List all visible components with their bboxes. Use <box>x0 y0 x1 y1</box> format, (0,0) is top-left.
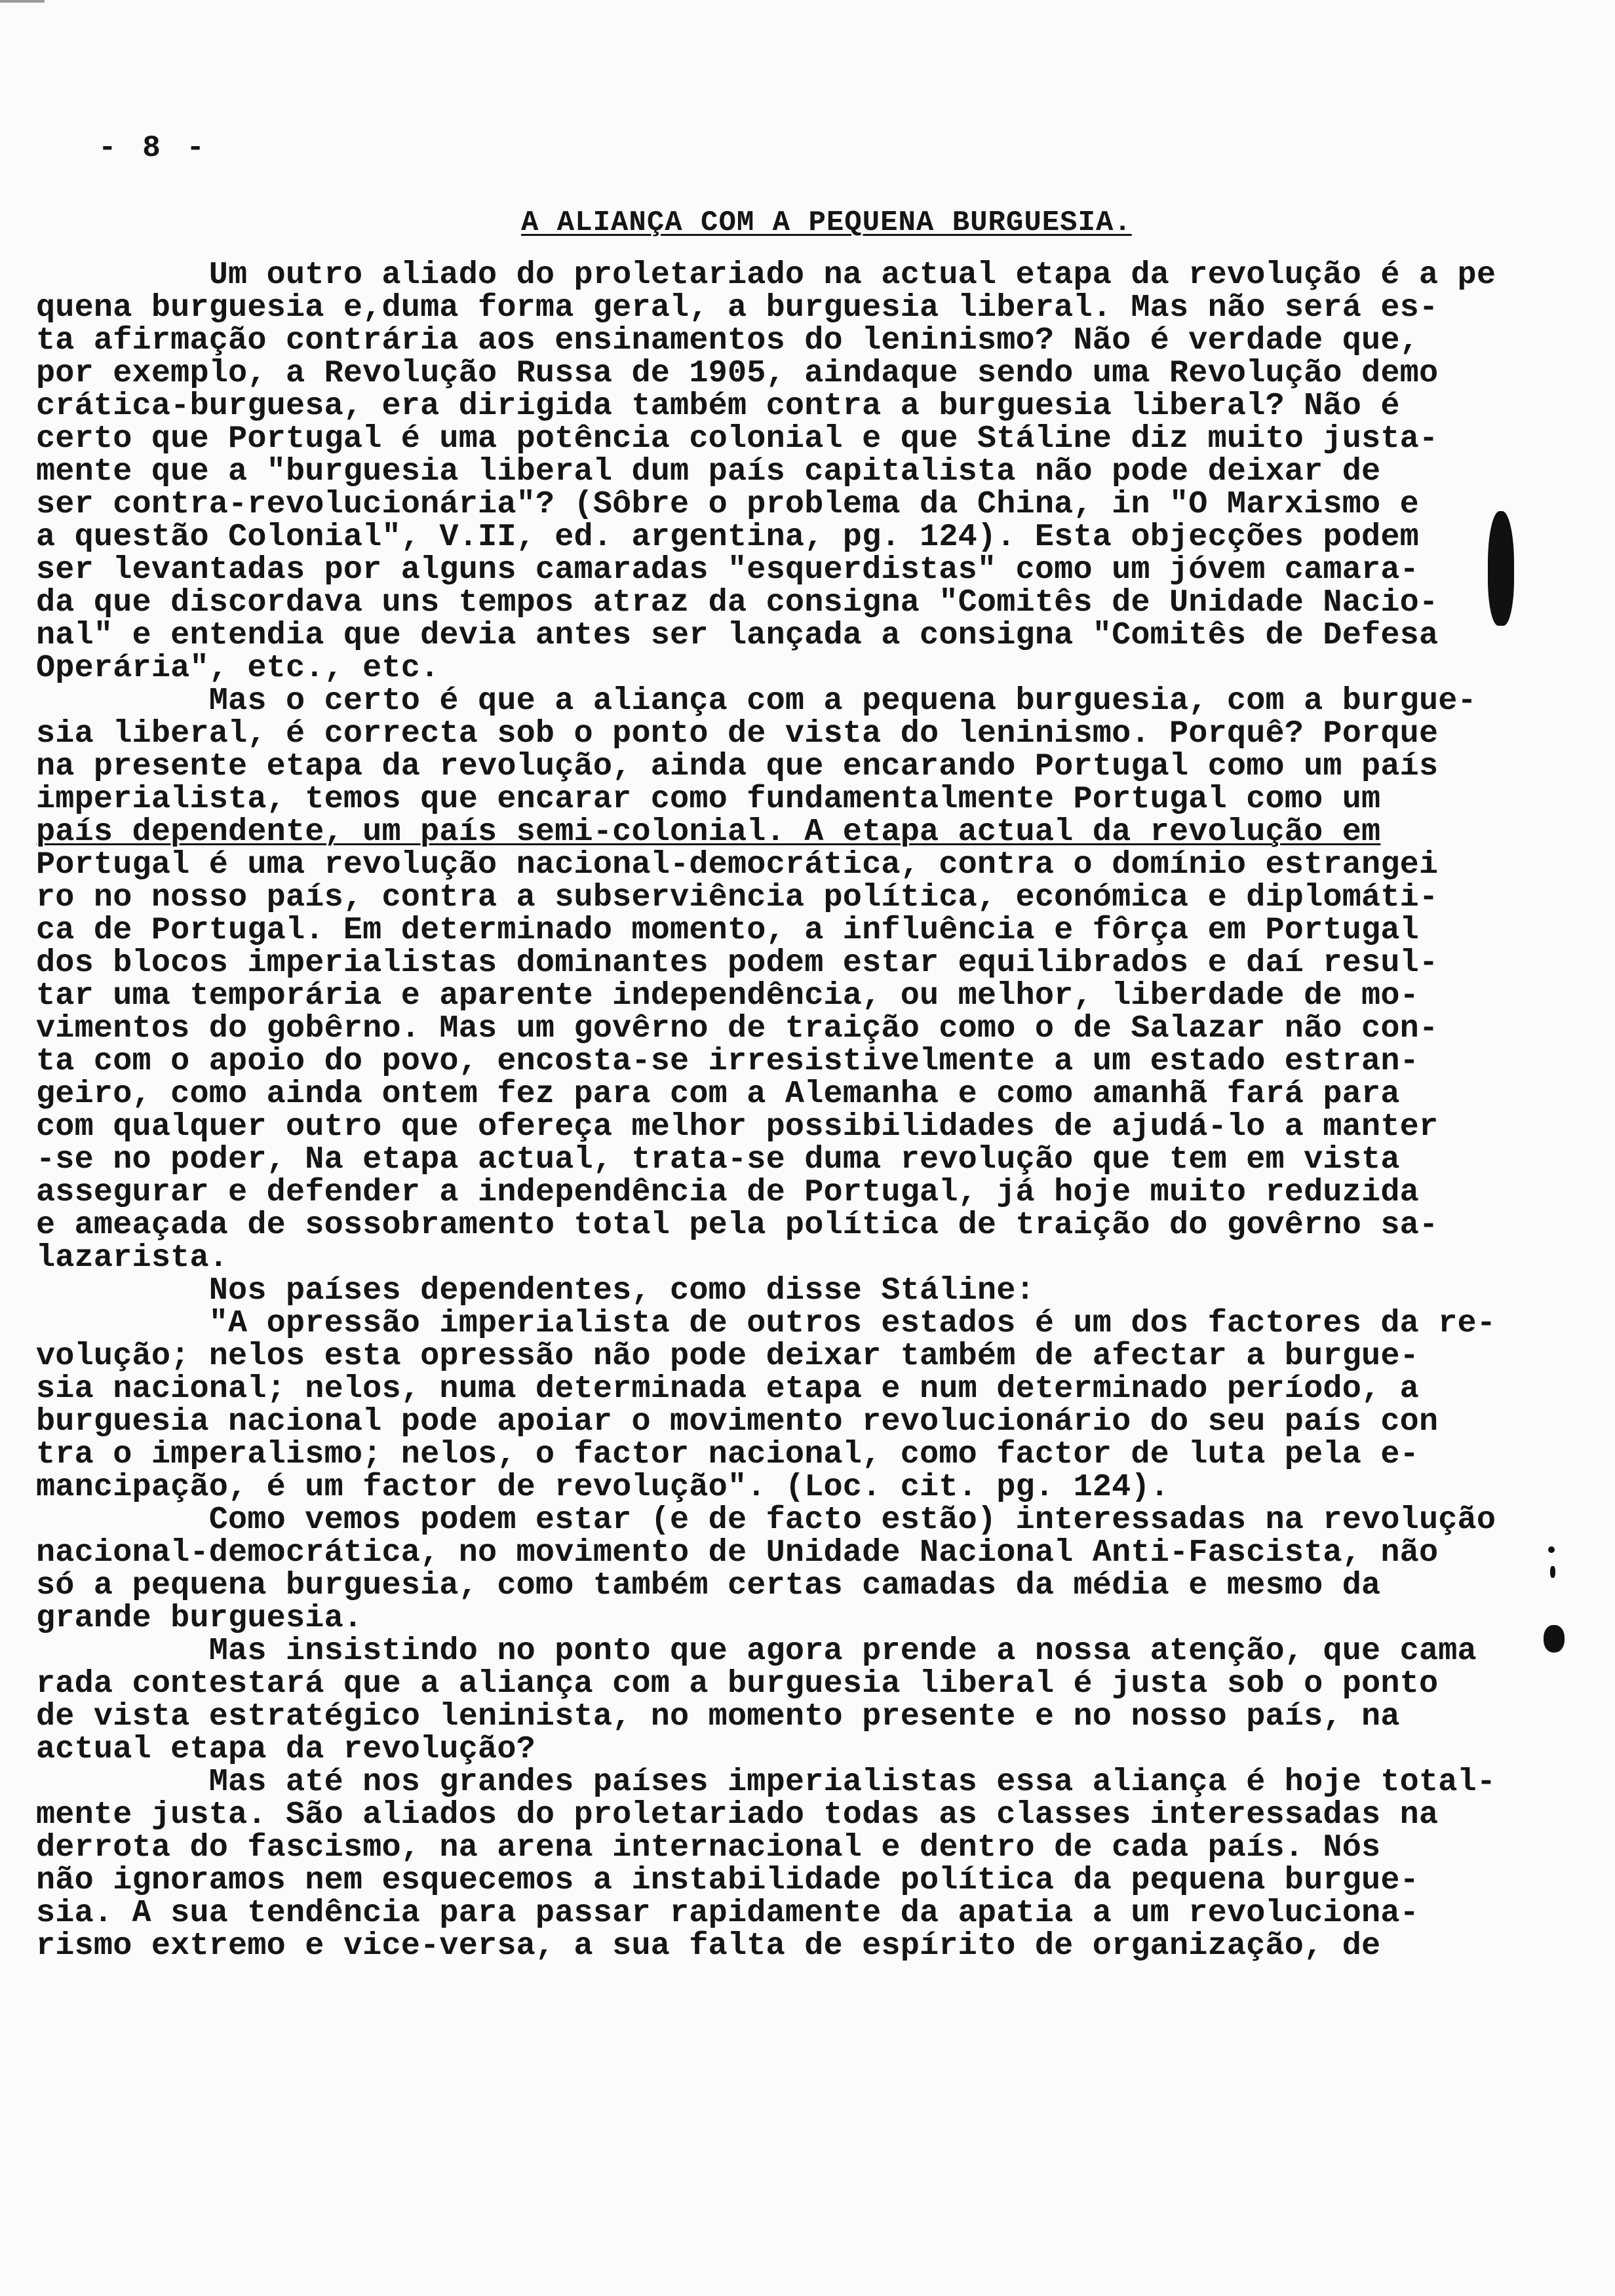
text-line: por exemplo, a Revolução Russa de 1905, aindaque sendo uma Revolução demo <box>36 355 1439 391</box>
text-line: rada contestará que a aliança com a burguesia liberal é justa sob o ponto <box>36 1666 1439 1702</box>
text-line: certo que Portugal é uma potência colonial e que Stáline diz muito justa- <box>36 421 1439 457</box>
ink-dot-mark <box>1548 1546 1555 1553</box>
text-line: tra o imperalismo; nelos, o factor nacional, como factor de luta pela e- <box>36 1436 1419 1472</box>
text-line: crática-burguesa, era dirigida também contra a burguesia liberal? Não é <box>36 388 1400 424</box>
text-line: só a pequena burguesia, como também certas camadas da média e mesmo da <box>36 1567 1381 1603</box>
text-line: com qualquer outro que ofereça melhor possibilidades de ajudá-lo a manter <box>36 1109 1439 1145</box>
scan-edge-mark <box>0 0 45 3</box>
text-line: ser contra-revolucionária"? (Sôbre o problema da China, in "O Marxismo e <box>36 486 1419 522</box>
text-line: da que discordava uns tempos atraz da consigna "Comitês de Unidade Nacio- <box>36 584 1439 621</box>
body-text <box>36 259 1504 1962</box>
text-line: nacional-democrática, no movimento de Unidade Nacional Anti-Fascista, não <box>36 1535 1439 1571</box>
text-line: vimentos do gobêrno. Mas um govêrno de traição como o de Salazar não con- <box>36 1010 1439 1046</box>
text-line: e ameaçada de sossobramento total pela política de traição do govêrno sa- <box>36 1207 1439 1243</box>
section-title: A ALIANÇA COM A PEQUENA BURGUESIA. <box>521 206 1132 239</box>
text-line: imperialista, temos que encarar como fundamentalmente Portugal como um <box>36 781 1381 817</box>
text-line: dos blocos imperialistas dominantes podem estar equilibrados e daí resul- <box>36 945 1439 981</box>
text-line: lazarista. <box>36 1240 229 1276</box>
text-line: nal" e entendia que devia antes ser lançada a consigna "Comitês de Defesa <box>36 617 1439 653</box>
text-line: de vista estratégico leninista, no momento presente e no nosso país, na <box>36 1698 1400 1734</box>
text-line: -se no poder, Na etapa actual, trata-se duma revolução que tem em vista <box>36 1141 1400 1177</box>
text-line: ca de Portugal. Em determinado momento, a influência e fôrça em Portugal <box>36 912 1419 948</box>
text-line: mancipação, é um factor de revolução". (Loc. cit. pg. 124). <box>36 1469 1169 1505</box>
text-line: mente que a "burguesia liberal dum país capitalista não pode deixar de <box>36 453 1381 489</box>
text-line: geiro, como ainda ontem fez para com a Alemanha e como amanhã fará para <box>36 1076 1400 1112</box>
text-line: burguesia nacional pode apoiar o movimento revolucionário do seu país con <box>36 1404 1439 1440</box>
text-line: sia nacional; nelos, numa determinada etapa e num determinado período, a <box>36 1371 1419 1407</box>
text-line: ro no nosso país, contra a subserviência política, económica e diplomáti- <box>36 879 1439 915</box>
text-line: ta com o apoio do povo, encosta-se irresistivelmente a um estado estran- <box>36 1043 1419 1079</box>
text-line: rismo extremo e vice-versa, a sua falta de espírito de organização, de <box>36 1928 1381 1964</box>
text-line: a questão Colonial", V.II, ed. argentina, pg. 124). Esta objecções podem <box>36 519 1419 555</box>
text-line: não ignoramos nem esquecemos a instabilidade política da pequena burgue- <box>36 1862 1419 1898</box>
text-line: quena burguesia e,duma forma geral, a burguesia liberal. Mas não será es- <box>36 290 1439 326</box>
text-line: ta afirmação contrária aos ensinamentos do leninismo? Não é verdade que, <box>36 322 1419 358</box>
text-line: na presente etapa da revolução, ainda que encarando Portugal como um país <box>36 748 1439 784</box>
text-line: "A opressão imperialista de outros estados é um dos factores da re- <box>36 1305 1496 1341</box>
text-line: Portugal é uma revolução nacional-democrática, contra o domínio estrangei <box>36 847 1439 883</box>
text-line: tar uma temporária e aparente independência, ou melhor, liberdade de mo- <box>36 978 1419 1014</box>
text-line: mente justa. São aliados do proletariado todas as classes interessadas na <box>36 1797 1439 1833</box>
text-line: volução; nelos esta opressão não pode deixar também de afectar a burgue- <box>36 1338 1419 1374</box>
text-line: actual etapa da revolução? <box>36 1731 535 1767</box>
text-line: sia. A sua tendência para passar rapidamente da apatia a um revoluciona- <box>36 1895 1419 1931</box>
text-line: Um outro aliado do proletariado na actual etapa da revolução é a pe <box>36 257 1496 293</box>
text-line: ser levantadas por alguns camaradas "esquerdistas" como um jóvem camara- <box>36 552 1419 588</box>
text-line: Mas até nos grandes países imperialistas essa aliança é hoje total- <box>36 1764 1496 1800</box>
text-line: sia liberal, é correcta sob o ponto de vista do leninismo. Porquê? Porque <box>36 716 1439 752</box>
text-line: Mas o certo é que a aliança com a pequena burguesia, com a burgue- <box>36 683 1477 719</box>
text-line: grande burguesia. <box>36 1600 363 1636</box>
text-line-underlined: país dependente, um país semi-colonial. A etapa actual da revolução em <box>36 814 1381 850</box>
ink-dot-mark <box>1550 1566 1555 1578</box>
text-line: derrota do fascismo, na arena internacional e dentro de cada país. Nós <box>36 1829 1381 1866</box>
page-number: - 8 - <box>98 131 209 165</box>
ink-blot-mark <box>1544 1625 1565 1653</box>
text-line: Como vemos podem estar (e de facto estão) interessadas na revolução <box>36 1502 1496 1538</box>
text-line: Mas insistindo no ponto que agora prende a nossa atenção, que cama <box>36 1633 1477 1669</box>
ink-blot-mark <box>1488 511 1514 626</box>
text-line: Nos países dependentes, como disse Stáline: <box>36 1272 1035 1309</box>
text-line: Operária", etc., etc. <box>36 650 440 686</box>
text-line: assegurar e defender a independência de Portugal, já hoje muito reduzida <box>36 1174 1419 1210</box>
